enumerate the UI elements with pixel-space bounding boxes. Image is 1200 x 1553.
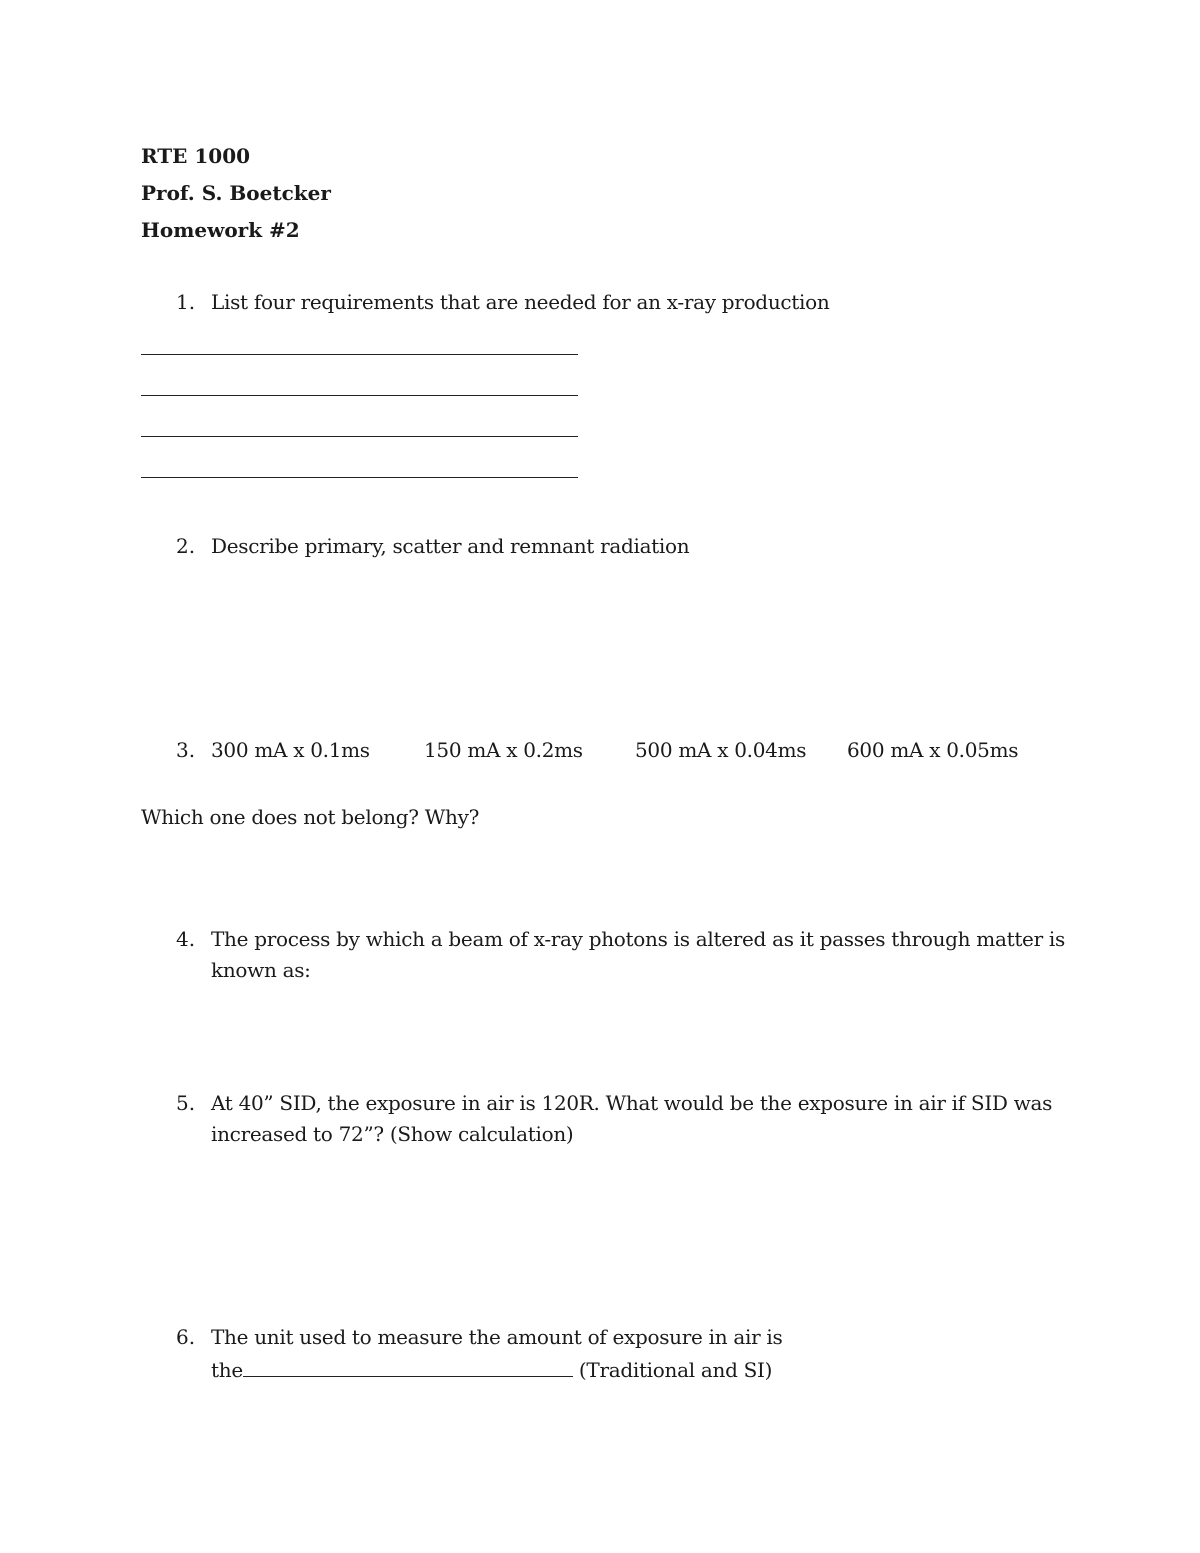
question-3-option-2: 150 mA x 0.2ms: [424, 738, 583, 762]
question-3-option-3: 500 mA x 0.04ms: [635, 738, 807, 762]
question-5-number: 5.: [176, 1091, 196, 1115]
answer-line-2: [141, 395, 578, 396]
answer-line-3: [141, 436, 578, 437]
question-1-text: List four requirements that are needed for an x-ray production: [211, 290, 830, 314]
answer-line-4: [141, 477, 578, 478]
question-3-follow-up: Which one does not belong? Why?: [141, 805, 480, 829]
question-4-line-1: The process by which a beam of x-ray photons is altered as it passes through matter is: [211, 927, 1065, 951]
question-3-option-4: 600 mA x 0.05ms: [847, 738, 1019, 762]
question-2-text: Describe primary, scatter and remnant radiation: [211, 534, 690, 558]
question-3-option-1: 300 mA x 0.1ms: [211, 738, 370, 762]
question-2-number: 2.: [176, 534, 196, 558]
question-6-line-2: [211, 1356, 772, 1382]
course-code: RTE 1000: [141, 144, 251, 168]
question-4-line-2: known as:: [211, 958, 311, 982]
question-5-line-2: increased to 72”? (Show calculation): [211, 1122, 574, 1146]
question-6-line-1: The unit used to measure the amount of exposure in air is: [211, 1325, 783, 1349]
question-4-number: 4.: [176, 927, 196, 951]
question-5-line-1: At 40” SID, the exposure in air is 120R. What would be the exposure in air if SID was: [211, 1091, 1053, 1115]
question-6-line-2-end: (Traditional and SI): [572, 1358, 773, 1382]
question-6-number: 6.: [176, 1325, 196, 1349]
question-6-answer-blank: [243, 1356, 573, 1377]
professor-name: Prof. S. Boetcker: [141, 181, 331, 205]
question-1-number: 1.: [176, 290, 196, 314]
question-6-line-2-start: the: [211, 1358, 243, 1382]
question-3-number: 3.: [176, 738, 196, 762]
assignment-title: Homework #2: [141, 218, 300, 242]
answer-line-1: [141, 354, 578, 355]
